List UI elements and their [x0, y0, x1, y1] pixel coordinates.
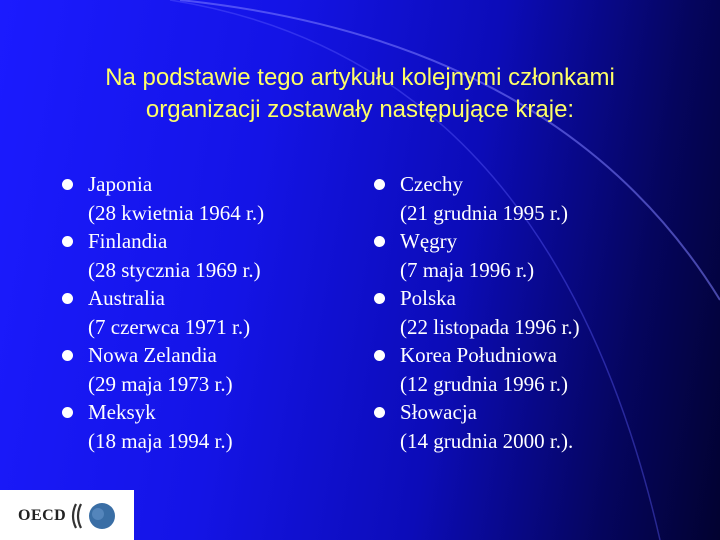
accession-date: (28 kwietnia 1964 r.)	[88, 200, 265, 225]
list-item	[374, 398, 674, 455]
bullet-icon	[62, 350, 73, 361]
country-name: Polska	[400, 286, 457, 310]
country-name: Słowacja	[400, 400, 477, 424]
bullet-icon	[62, 179, 73, 190]
accession-date: (7 maja 1996 r.)	[400, 257, 535, 282]
slide-title-line-2: organizacji zostawały następujące kraje:	[145, 96, 575, 123]
accession-date: (7 czerwca 1971 r.)	[88, 314, 251, 339]
oecd-logo	[0, 490, 134, 540]
list-item	[62, 398, 332, 455]
bullet-icon	[374, 350, 385, 361]
country-name: Finlandia	[88, 229, 168, 253]
slide-title	[20, 62, 700, 126]
right-country-list	[374, 170, 674, 455]
bullet-icon	[374, 293, 385, 304]
country-name: Korea Południowa	[400, 343, 557, 367]
list-item	[62, 227, 332, 284]
country-name: Czechy	[400, 172, 463, 196]
country-name: Nowa Zelandia	[88, 343, 217, 367]
country-name: Węgry	[400, 229, 458, 253]
accession-date: (18 maja 1994 r.)	[88, 428, 233, 453]
bullet-icon	[62, 236, 73, 247]
list-item	[374, 284, 674, 341]
accession-date: (22 listopada 1996 r.)	[400, 314, 580, 339]
list-item	[374, 227, 674, 284]
bullet-icon	[374, 236, 385, 247]
bullet-icon	[62, 293, 73, 304]
bullet-icon	[374, 407, 385, 418]
country-name: Australia	[88, 286, 165, 310]
slide-title-line-1: Na podstawie tego artykułu kolejnymi członkami	[105, 64, 615, 91]
list-item	[62, 341, 332, 398]
accession-date: (28 stycznia 1969 r.)	[88, 257, 261, 282]
oecd-logo-icon	[68, 500, 118, 532]
country-name: Meksyk	[88, 400, 156, 424]
country-name: Japonia	[88, 172, 153, 196]
accession-date: (21 grudnia 1995 r.)	[400, 200, 568, 225]
bullet-icon	[62, 407, 73, 418]
logo-text: OECD	[18, 507, 67, 524]
list-item	[62, 284, 332, 341]
accession-date: (14 grudnia 2000 r.).	[400, 428, 574, 453]
list-item	[374, 170, 674, 227]
accession-date: (12 grudnia 1996 r.)	[400, 371, 568, 396]
list-item	[62, 170, 332, 227]
list-item	[374, 341, 674, 398]
bullet-icon	[374, 179, 385, 190]
left-country-list	[62, 170, 332, 455]
accession-date: (29 maja 1973 r.)	[88, 371, 233, 396]
